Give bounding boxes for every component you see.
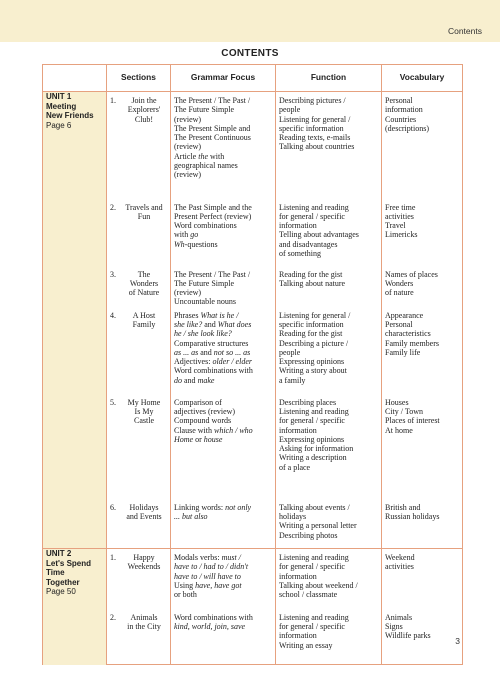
vocabulary-line: Weekend xyxy=(385,553,415,563)
vocabulary-line: activities xyxy=(385,562,414,572)
grammar-line: ... but also xyxy=(174,511,208,521)
unit-name-line: New Friends xyxy=(46,111,94,120)
section-wrapper xyxy=(110,398,167,426)
grammar-line: The Present / The Past / xyxy=(174,269,251,279)
section-number: 3. xyxy=(110,269,116,279)
grammar-line: The Present / The Past / xyxy=(174,96,251,105)
function-cell xyxy=(276,549,382,609)
section-name-line: Weekends xyxy=(127,562,161,572)
function-line: of a place xyxy=(279,462,311,472)
section-cell xyxy=(107,199,171,266)
function-line: Writing a description xyxy=(279,453,347,463)
function-cell xyxy=(276,199,382,266)
function-cell xyxy=(276,266,382,307)
section-wrapper xyxy=(110,96,167,124)
section-name xyxy=(121,270,167,298)
function-cell xyxy=(276,92,382,199)
section-cell xyxy=(107,394,171,499)
unit-name-line: Let's Spend xyxy=(46,558,92,568)
section-name-line: Explorers' xyxy=(127,105,161,115)
section-number: 5. xyxy=(110,397,116,407)
section-name-line: A Host xyxy=(132,310,156,320)
vocabulary-cell xyxy=(382,199,463,266)
vocabulary-cell xyxy=(382,266,463,307)
unit-name-line: Time xyxy=(46,568,65,578)
vocabulary-line: Countries xyxy=(385,114,417,124)
function-cell xyxy=(276,499,382,549)
function-line: Describing pictures / xyxy=(279,96,346,105)
section-cell xyxy=(107,499,171,549)
section-cell xyxy=(107,609,171,665)
vocabulary-line: Travel xyxy=(385,221,406,231)
section-name-line: Club! xyxy=(134,114,154,124)
page-number: 3 xyxy=(455,636,460,646)
grammar-line: as ... as and not so ... as xyxy=(174,347,251,357)
function-line: Expressing opinions xyxy=(279,357,345,367)
section-name-line: Wonders xyxy=(129,278,159,288)
sections-column-header: Sections xyxy=(107,65,171,92)
vocabulary-cell xyxy=(382,92,463,199)
section-name xyxy=(121,398,167,426)
vocabulary-line: Personal xyxy=(385,96,413,105)
function-cell xyxy=(276,394,382,499)
function-cell xyxy=(276,609,382,665)
function-line: Talking about weekend / xyxy=(279,581,358,591)
section-name-line: The xyxy=(137,269,151,279)
grammar-line: Word combinations xyxy=(174,221,237,231)
vocabulary-line: Family life xyxy=(385,347,421,357)
function-column-header: Function xyxy=(276,65,382,92)
function-line: Describing photos xyxy=(279,530,338,540)
grammar-line: Uncountable nouns xyxy=(174,297,236,307)
grammar-line: kind, world, join, save xyxy=(174,621,246,631)
section-wrapper xyxy=(110,270,167,298)
vocabulary-line: Wildlife parks xyxy=(385,631,431,641)
vocabulary-line: Personal xyxy=(385,319,413,329)
function-line: and disadvantages xyxy=(279,239,338,249)
table-header-row xyxy=(43,65,463,92)
section-number: 2. xyxy=(110,202,116,212)
function-line: Listening for general / xyxy=(279,114,351,124)
grammar-line: Wh-questions xyxy=(174,239,218,249)
function-line: Describing a picture / xyxy=(279,338,349,348)
grammar-line: have to / will have to xyxy=(174,571,241,581)
section-wrapper xyxy=(110,311,167,330)
function-line: Writing a personal letter xyxy=(279,521,357,531)
grammar-line: with go xyxy=(174,230,199,240)
unit-page: Page 6 xyxy=(46,120,72,130)
grammar-line: Article the with xyxy=(174,151,225,161)
section-name-line: Holidays xyxy=(129,502,159,512)
function-line: information xyxy=(279,571,317,581)
vocabulary-line: Limericks xyxy=(385,230,418,240)
section-name-line: Fun xyxy=(137,211,151,221)
vocabulary-line: of nature xyxy=(385,288,414,298)
vocabulary-line: Russian holidays xyxy=(385,511,440,521)
grammar-line: Clause with which / who xyxy=(174,425,253,435)
grammar-line: have to / had to / didn't xyxy=(174,562,249,572)
grammar-line: Modals verbs: must / xyxy=(174,553,241,563)
section-name xyxy=(121,96,167,124)
table-row xyxy=(43,92,463,199)
section-name-line: Animals xyxy=(130,612,158,622)
vocabulary-line: At home xyxy=(385,425,413,435)
function-line: Writing an essay xyxy=(279,640,333,650)
function-line: people xyxy=(279,105,301,115)
grammar-line: or both xyxy=(174,590,197,600)
vocabulary-line: (descriptions) xyxy=(385,123,429,133)
vocabulary-line: British and xyxy=(385,502,421,512)
grammar-cell xyxy=(171,549,276,609)
grammar-line: Word combinations with xyxy=(174,612,253,622)
vocabulary-line: Houses xyxy=(385,397,409,407)
grammar-line: she like? and What does xyxy=(174,319,252,329)
grammar-cell xyxy=(171,199,276,266)
function-line: Writing a story about xyxy=(279,366,347,376)
grammar-line: he / she look like? xyxy=(174,329,232,339)
function-line: Listening and reading xyxy=(279,202,349,212)
header-band xyxy=(0,0,500,42)
function-line: Listening and reading xyxy=(279,612,349,622)
vocabulary-line: information xyxy=(385,105,423,115)
section-name-line: Is My xyxy=(134,406,154,416)
function-line: Talking about countries xyxy=(279,142,355,152)
section-number: 4. xyxy=(110,310,116,320)
function-line: a family xyxy=(279,375,306,385)
grammar-line: geographical names xyxy=(174,161,238,171)
grammar-cell xyxy=(171,92,276,199)
unit-label: UNIT 1 xyxy=(46,92,72,101)
section-name xyxy=(121,203,167,222)
vocabulary-cell xyxy=(382,394,463,499)
section-number: 6. xyxy=(110,502,116,512)
section-name-line: Happy xyxy=(133,553,155,563)
section-name-line: and Events xyxy=(126,511,162,521)
grammar-column-header: Grammar Focus xyxy=(171,65,276,92)
vocabulary-line: Free time xyxy=(385,202,416,212)
grammar-line: adjectives (review) xyxy=(174,406,236,416)
section-name-line: Castle xyxy=(134,416,154,426)
vocabulary-line: Appearance xyxy=(385,310,424,320)
unit-cell xyxy=(43,549,107,665)
grammar-line: do and make xyxy=(174,375,215,385)
grammar-line: The Past Simple and the xyxy=(174,202,252,212)
function-line: school / classmate xyxy=(279,590,338,600)
grammar-line: (review) xyxy=(174,114,202,124)
grammar-line: The Future Simple xyxy=(174,105,234,115)
function-cell xyxy=(276,307,382,394)
section-wrapper xyxy=(110,613,167,632)
unit-name-line: Together xyxy=(46,577,80,587)
grammar-line: Compound words xyxy=(174,416,232,426)
function-line: for general / specific xyxy=(279,562,345,572)
grammar-line: Phrases What is he / xyxy=(174,310,239,320)
grammar-line: Comparison of xyxy=(174,397,222,407)
function-line: Listening and reading xyxy=(279,406,349,416)
function-line: Reading for the gist xyxy=(279,329,343,339)
section-name-line: My Home xyxy=(127,397,161,407)
grammar-line: The Present Continuous xyxy=(174,133,251,143)
grammar-line: (review) xyxy=(174,288,202,298)
grammar-line: (review) xyxy=(174,142,202,152)
function-line: Reading for the gist xyxy=(279,269,343,279)
table-row xyxy=(43,549,463,609)
unit-cell xyxy=(43,92,107,549)
vocabulary-cell xyxy=(382,549,463,609)
grammar-line: Using have, have got xyxy=(174,581,242,591)
function-line: Listening and reading xyxy=(279,553,349,563)
vocabulary-line: Wonders xyxy=(385,278,414,288)
grammar-line: Comparative structures xyxy=(174,338,249,348)
vocabulary-cell xyxy=(382,609,463,665)
grammar-line: Linking words: not only xyxy=(174,502,252,512)
section-number: 1. xyxy=(110,553,116,563)
grammar-line: The Future Simple xyxy=(174,278,234,288)
section-name-line: of Nature xyxy=(128,288,160,298)
grammar-line: (review) xyxy=(174,170,202,180)
grammar-cell xyxy=(171,307,276,394)
section-name-line: Family xyxy=(132,319,156,329)
function-line: of something xyxy=(279,248,321,258)
grammar-line: The Present Simple and xyxy=(174,123,251,133)
function-line: Telling about advantages xyxy=(279,230,359,240)
grammar-line: Home or house xyxy=(174,434,223,444)
function-line: people xyxy=(279,347,301,357)
section-number: 1. xyxy=(110,96,116,105)
function-line: Describing places xyxy=(279,397,337,407)
section-name xyxy=(121,553,167,572)
unit-label: UNIT 2 xyxy=(46,549,72,559)
grammar-cell xyxy=(171,266,276,307)
vocabulary-line: City / Town xyxy=(385,406,423,416)
function-line: Asking for information xyxy=(279,444,354,454)
vocabulary-line: Animals xyxy=(385,612,413,622)
function-line: Talking about nature xyxy=(279,278,346,288)
section-number: 2. xyxy=(110,612,116,622)
function-line: Talking about events / xyxy=(279,502,350,512)
unit-page: Page 50 xyxy=(46,587,76,597)
function-line: holidays xyxy=(279,511,307,521)
unit-name-line: Meeting xyxy=(46,101,77,111)
running-header: Contents xyxy=(447,26,482,36)
function-line: specific information xyxy=(279,319,344,329)
section-cell xyxy=(107,92,171,199)
contents-table xyxy=(42,64,463,665)
function-line: for general / specific xyxy=(279,621,345,631)
section-cell xyxy=(107,549,171,609)
section-wrapper xyxy=(110,553,167,572)
page-title: CONTENTS xyxy=(221,48,279,59)
function-line: for general / specific xyxy=(279,211,345,221)
section-wrapper xyxy=(110,203,167,222)
vocabulary-column-header: Vocabulary xyxy=(382,65,463,92)
section-name xyxy=(121,613,167,632)
function-line: Listening for general / xyxy=(279,310,351,320)
vocabulary-line: Names of places xyxy=(385,269,438,279)
function-line: for general / specific xyxy=(279,416,345,426)
section-name-line: Join the xyxy=(131,96,157,105)
vocabulary-line: Signs xyxy=(385,621,403,631)
function-line: specific information xyxy=(279,123,344,133)
vocabulary-line: activities xyxy=(385,211,414,221)
function-line: Reading texts, e-mails xyxy=(279,133,351,143)
grammar-cell xyxy=(171,394,276,499)
grammar-cell xyxy=(171,499,276,549)
grammar-cell xyxy=(171,609,276,665)
vocabulary-cell xyxy=(382,499,463,549)
vocabulary-cell xyxy=(382,307,463,394)
vocabulary-line: Family members xyxy=(385,338,439,348)
grammar-line: Adjectives: older / elder xyxy=(174,357,252,367)
section-name-line: in the City xyxy=(127,621,161,631)
function-line: information xyxy=(279,425,317,435)
grammar-line: Present Perfect (review) xyxy=(174,211,252,221)
vocabulary-line: Places of interest xyxy=(385,416,440,426)
unit-column-header xyxy=(43,65,107,92)
function-line: information xyxy=(279,221,317,231)
vocabulary-line: characteristics xyxy=(385,329,431,339)
function-line: Expressing opinions xyxy=(279,434,345,444)
section-name-line: Travels and xyxy=(125,202,163,212)
function-line: information xyxy=(279,631,317,641)
section-cell xyxy=(107,266,171,307)
section-name xyxy=(121,503,167,522)
grammar-line: Word combinations with xyxy=(174,366,253,376)
section-name xyxy=(121,311,167,330)
section-cell xyxy=(107,307,171,394)
section-wrapper xyxy=(110,503,167,522)
